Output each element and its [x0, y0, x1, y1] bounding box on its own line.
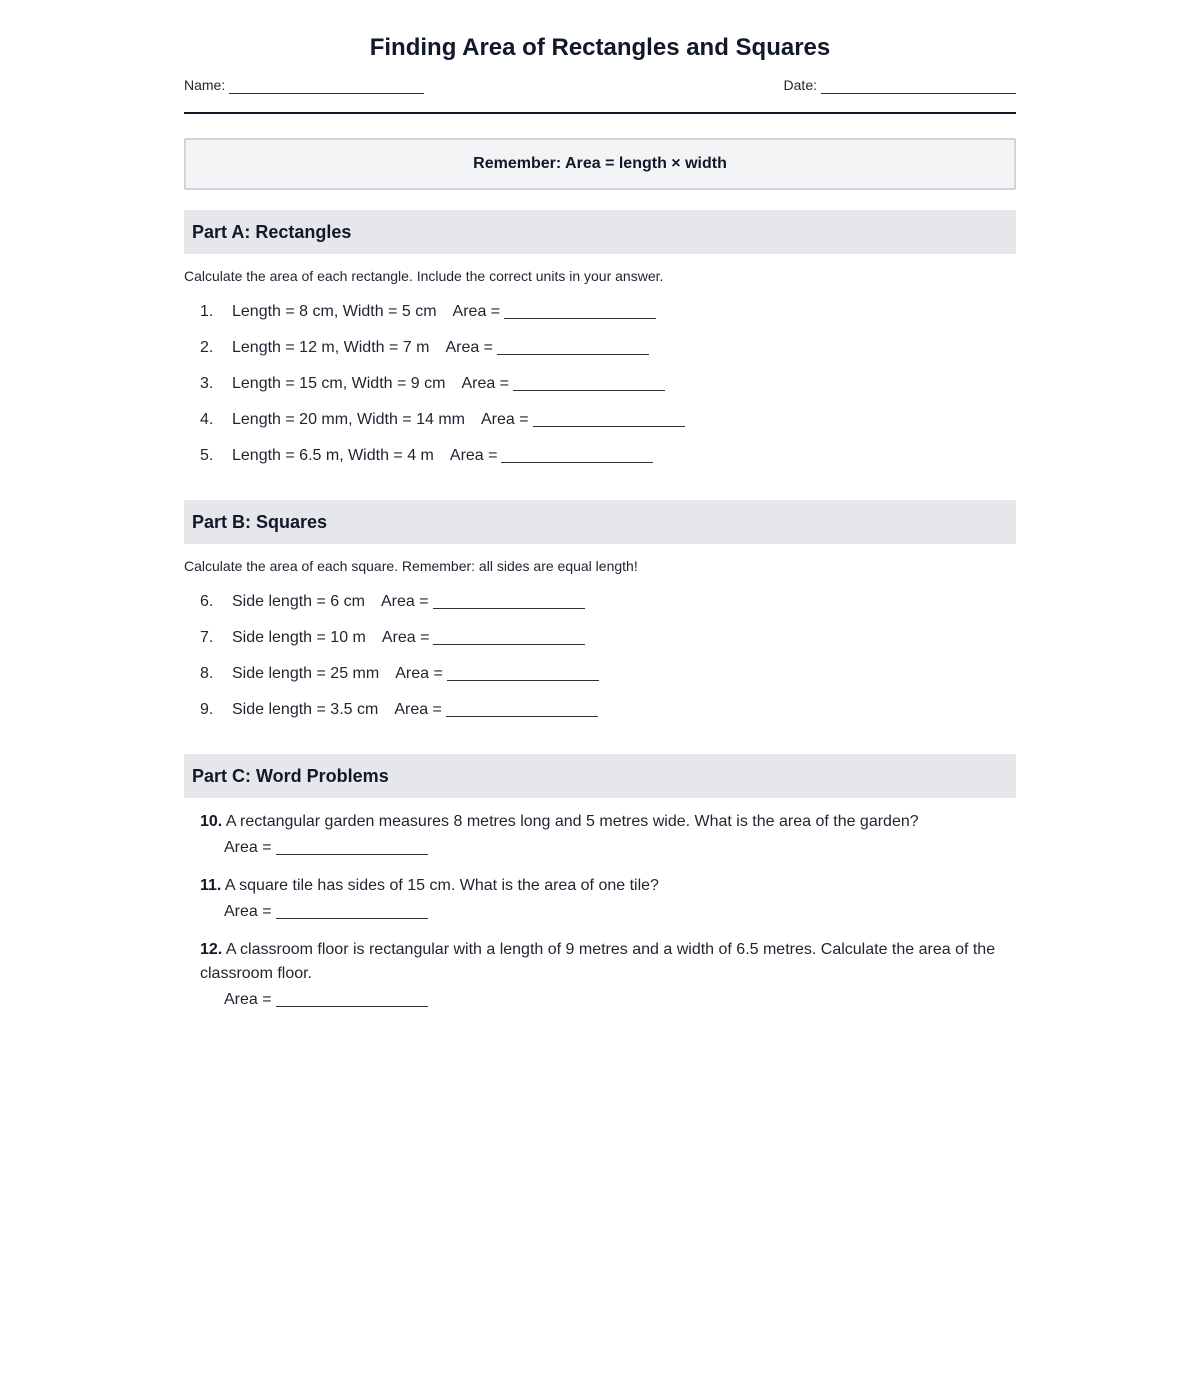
question-number: 6.	[200, 593, 214, 610]
name-blank[interactable]	[229, 78, 424, 94]
question-item	[200, 366, 1016, 402]
word-problem-question	[200, 938, 1016, 986]
question-text: Side length = 25 mm	[232, 665, 380, 682]
answer-blank[interactable]	[446, 699, 598, 717]
answer-blank[interactable]	[276, 837, 428, 855]
answer-blank[interactable]	[497, 337, 649, 355]
question-number: 9.	[200, 701, 214, 718]
question-text: Length = 12 m, Width = 7 m	[232, 339, 430, 356]
answer-blank[interactable]	[433, 591, 585, 609]
answer-blank[interactable]	[433, 627, 585, 645]
header-fields	[184, 76, 1016, 114]
word-problem-question	[200, 810, 1016, 834]
question-item	[200, 692, 1016, 728]
question-number: 3.	[200, 375, 214, 392]
section-heading-part-a: Part A: Rectangles	[184, 210, 1016, 254]
formula-reminder-box: Remember: Area = length × width	[184, 138, 1016, 190]
part-a-question-list	[184, 294, 1016, 474]
question-item	[200, 402, 1016, 438]
question-text: Length = 6.5 m, Width = 4 m	[232, 447, 434, 464]
section-heading-part-b: Part B: Squares	[184, 500, 1016, 544]
question-number: 7.	[200, 629, 214, 646]
question-number: 1.	[200, 303, 214, 320]
answer-blank[interactable]	[533, 409, 685, 427]
answer-label: Area =	[380, 593, 429, 610]
part-b-instructions: Calculate the area of each square. Remember: all sides are equal length!	[184, 558, 638, 574]
part-b-question-list	[184, 584, 1016, 728]
question-number: 4.	[200, 411, 214, 428]
question-item	[200, 656, 1016, 692]
worksheet-title: Finding Area of Rectangles and Squares	[369, 34, 831, 61]
question-text: A classroom floor is rectangular with a length of 9 metres and a width of 6.5 metres. Calculate the area of the classroom floor.	[200, 941, 996, 982]
question-text: Side length = 10 m	[232, 629, 366, 646]
answer-label: Area =	[394, 701, 442, 718]
worksheet-page	[184, 0, 1016, 1014]
question-number: 5.	[200, 447, 214, 464]
question-text: Length = 20 mm, Width = 14 mm	[232, 411, 465, 428]
name-field	[184, 76, 424, 94]
answer-label: Area =	[452, 303, 501, 320]
question-number: 2.	[200, 339, 214, 356]
question-number: 8.	[200, 665, 214, 682]
question-item	[200, 330, 1016, 366]
question-item	[200, 620, 1016, 656]
answer-blank[interactable]	[276, 901, 428, 919]
word-problem-answer	[224, 986, 1016, 1014]
word-problem	[200, 810, 1016, 862]
word-problem-question	[200, 874, 1016, 898]
question-text: Length = 15 cm, Width = 9 cm	[232, 375, 446, 392]
word-problem-list	[184, 810, 1016, 1014]
part-a-instructions: Calculate the area of each rectangle. Include the correct units in your answer.	[184, 268, 664, 284]
question-text: Side length = 6 cm	[232, 593, 365, 610]
name-label: Name:	[184, 77, 226, 93]
answer-label: Area =	[449, 447, 498, 464]
answer-blank[interactable]	[501, 445, 653, 463]
date-blank[interactable]	[821, 78, 1016, 94]
word-problem	[200, 938, 1016, 1014]
question-number: 11.	[200, 877, 222, 894]
question-item	[200, 584, 1016, 620]
answer-blank[interactable]	[513, 373, 665, 391]
answer-blank[interactable]	[447, 663, 599, 681]
word-problem-answer	[224, 898, 1016, 926]
date-label: Date:	[783, 77, 817, 93]
word-problem-answer	[224, 834, 1016, 862]
answer-label: Area =	[224, 991, 272, 1008]
answer-label: Area =	[224, 839, 272, 856]
answer-blank[interactable]	[276, 989, 428, 1007]
answer-label: Area =	[381, 629, 430, 646]
question-number: 12.	[200, 941, 223, 958]
question-item	[200, 294, 1016, 330]
answer-label: Area =	[481, 411, 529, 428]
answer-label: Area =	[445, 339, 494, 356]
answer-label: Area =	[224, 903, 272, 920]
answer-label: Area =	[461, 375, 510, 392]
question-number: 10.	[200, 813, 223, 830]
word-problem	[200, 874, 1016, 926]
answer-label: Area =	[395, 665, 443, 682]
question-text: Side length = 3.5 cm	[232, 701, 379, 718]
section-heading-part-c: Part C: Word Problems	[184, 754, 1016, 798]
question-text: A square tile has sides of 15 cm. What is the area of one tile?	[224, 877, 659, 894]
question-text: Length = 8 cm, Width = 5 cm	[232, 303, 437, 320]
question-text: A rectangular garden measures 8 metres long and 5 metres wide. What is the area of the garden?	[225, 813, 919, 830]
question-item	[200, 438, 1016, 474]
answer-blank[interactable]	[504, 301, 656, 319]
date-field	[784, 76, 1016, 94]
